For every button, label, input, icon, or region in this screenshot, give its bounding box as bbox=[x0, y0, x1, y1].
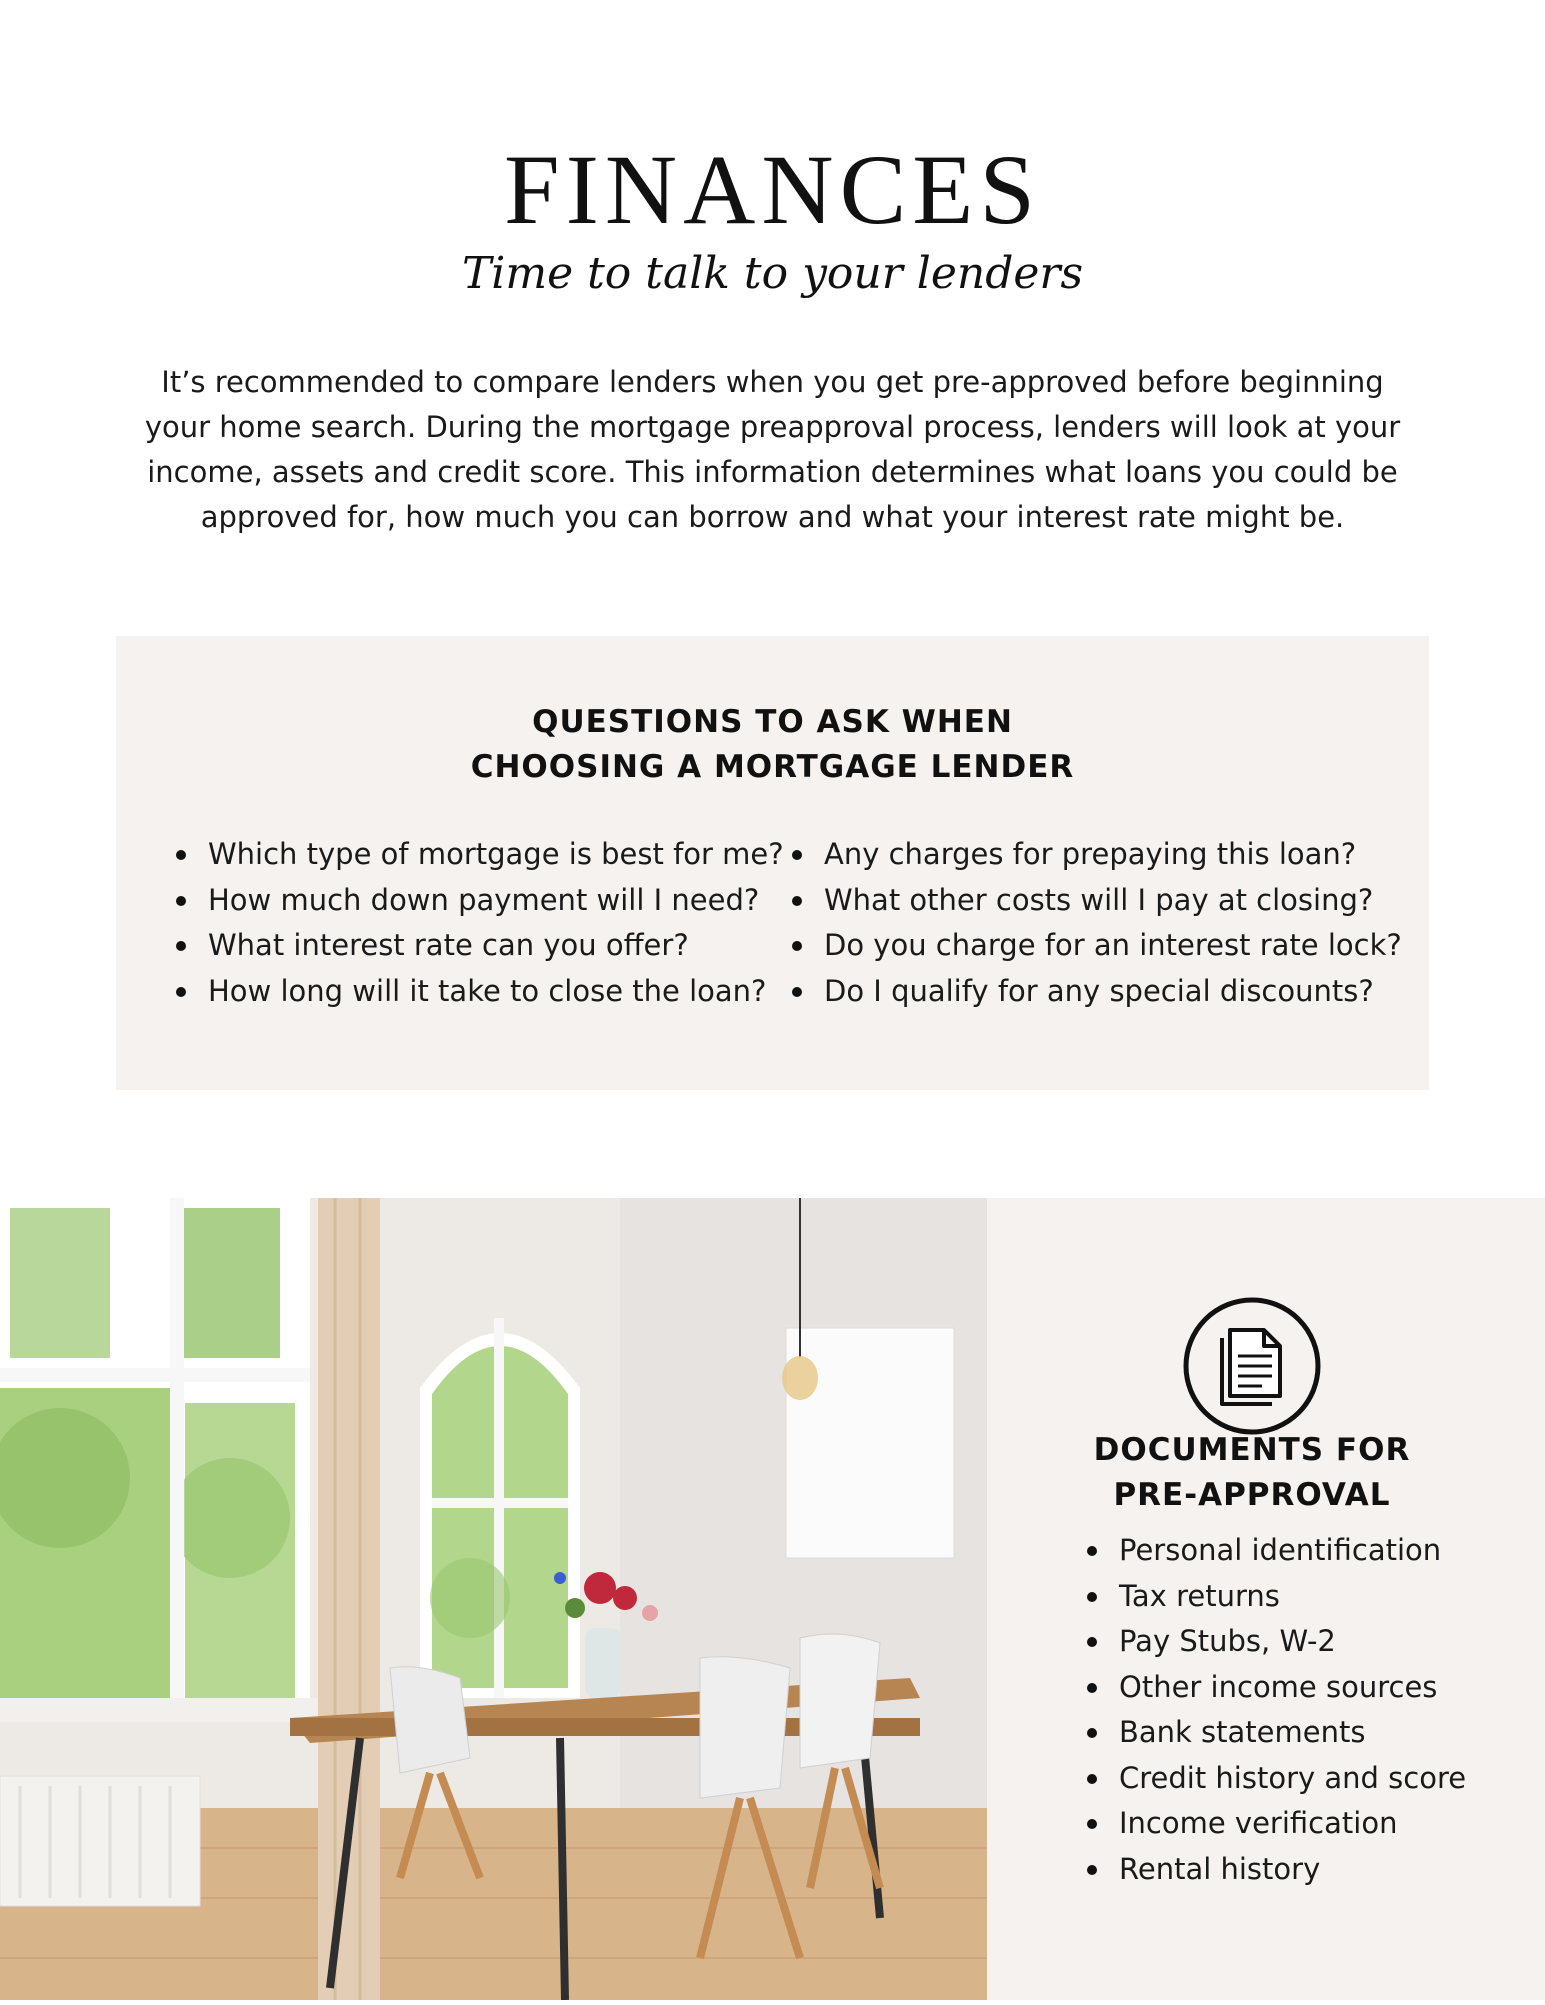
question-item bbox=[788, 923, 1408, 969]
bullet-icon bbox=[176, 896, 186, 906]
question-text: What other costs will I pay at closing? bbox=[824, 882, 1374, 917]
document-text: Rental history bbox=[1119, 1851, 1321, 1886]
document-text: Credit history and score bbox=[1119, 1760, 1467, 1795]
left-window bbox=[0, 1198, 320, 1722]
documents-heading-line2: PRE-APPROVAL bbox=[1113, 1477, 1391, 1513]
bullet-icon bbox=[176, 941, 186, 951]
question-item bbox=[172, 923, 772, 969]
document-text: Pay Stubs, W-2 bbox=[1119, 1624, 1336, 1658]
question-item bbox=[172, 832, 784, 878]
question-item bbox=[172, 878, 772, 924]
bullet-icon bbox=[1087, 1774, 1097, 1784]
documents-panel bbox=[987, 1198, 1545, 2000]
question-item bbox=[788, 969, 1408, 1015]
document-text: Bank statements bbox=[1119, 1715, 1366, 1749]
bullet-icon bbox=[1087, 1819, 1097, 1829]
radiator bbox=[0, 1776, 200, 1906]
question-text: Any charges for prepaying this loan? bbox=[824, 837, 1357, 871]
page-subtitle: Time to talk to your lenders bbox=[461, 248, 1084, 299]
bullet-icon bbox=[1087, 1728, 1097, 1738]
question-item bbox=[172, 969, 772, 1015]
dining-room-photo bbox=[0, 1198, 987, 2000]
arched-window bbox=[420, 1318, 580, 1698]
question-item bbox=[788, 832, 1408, 878]
intro-paragraph: It’s recommended to compare lenders when you get pre-approved before beginning your home search. During the mortgage preapproval process, lenders will look at your income, assets and credit score. This information determines what loans you could be approved for, how much you can borrow and what your interest rate might be. bbox=[144, 365, 1401, 534]
questions-heading-line1: QUESTIONS TO ASK WHEN bbox=[532, 704, 1013, 740]
bullet-icon bbox=[1087, 1546, 1097, 1556]
documents-heading-line1: DOCUMENTS FOR bbox=[1093, 1432, 1411, 1468]
bullet-icon bbox=[792, 896, 802, 906]
questions-heading bbox=[116, 700, 1429, 790]
document-text: Other income sources bbox=[1119, 1669, 1438, 1704]
question-text: Do you charge for an interest rate lock? bbox=[824, 928, 1402, 962]
document-icon bbox=[1182, 1296, 1322, 1436]
document-item bbox=[1083, 1528, 1466, 1574]
question-text: Do I qualify for any special discounts? bbox=[824, 973, 1374, 1008]
bullet-icon bbox=[1087, 1592, 1097, 1602]
documents-list bbox=[1083, 1528, 1466, 1892]
questions-list-left bbox=[172, 832, 784, 1014]
document-item bbox=[1083, 1619, 1466, 1665]
bullet-icon bbox=[792, 850, 802, 860]
question-text: Which type of mortgage is best for me? bbox=[208, 837, 784, 871]
document-item bbox=[1083, 1710, 1466, 1756]
question-item bbox=[788, 878, 1408, 924]
document-item bbox=[1083, 1801, 1466, 1847]
document-text: Income verification bbox=[1119, 1806, 1398, 1840]
question-text: What interest rate can you offer? bbox=[208, 928, 689, 962]
questions-list-right bbox=[788, 832, 1408, 1014]
bullet-icon bbox=[1087, 1865, 1097, 1875]
bullet-icon bbox=[176, 987, 186, 997]
questions-panel bbox=[116, 636, 1429, 1090]
document-text: Tax returns bbox=[1119, 1578, 1280, 1613]
document-item bbox=[1083, 1756, 1466, 1802]
page-title: FINANCES bbox=[504, 134, 1041, 245]
dining-room-illustration bbox=[0, 1198, 987, 2000]
bullet-icon bbox=[1087, 1683, 1097, 1693]
document-item bbox=[1083, 1574, 1466, 1620]
question-text: How much down payment will I need? bbox=[208, 882, 760, 917]
document-item bbox=[1083, 1847, 1466, 1893]
question-text: How long will it take to close the loan? bbox=[208, 973, 767, 1008]
document-item bbox=[1083, 1665, 1466, 1711]
curtain bbox=[318, 1198, 380, 2000]
bullet-icon bbox=[176, 850, 186, 860]
documents-heading bbox=[987, 1428, 1517, 1518]
bullet-icon bbox=[792, 987, 802, 997]
document-text: Personal identification bbox=[1119, 1533, 1442, 1567]
bullet-icon bbox=[792, 941, 802, 951]
questions-heading-line2: CHOOSING A MORTGAGE LENDER bbox=[470, 749, 1075, 785]
bullet-icon bbox=[1087, 1637, 1097, 1647]
